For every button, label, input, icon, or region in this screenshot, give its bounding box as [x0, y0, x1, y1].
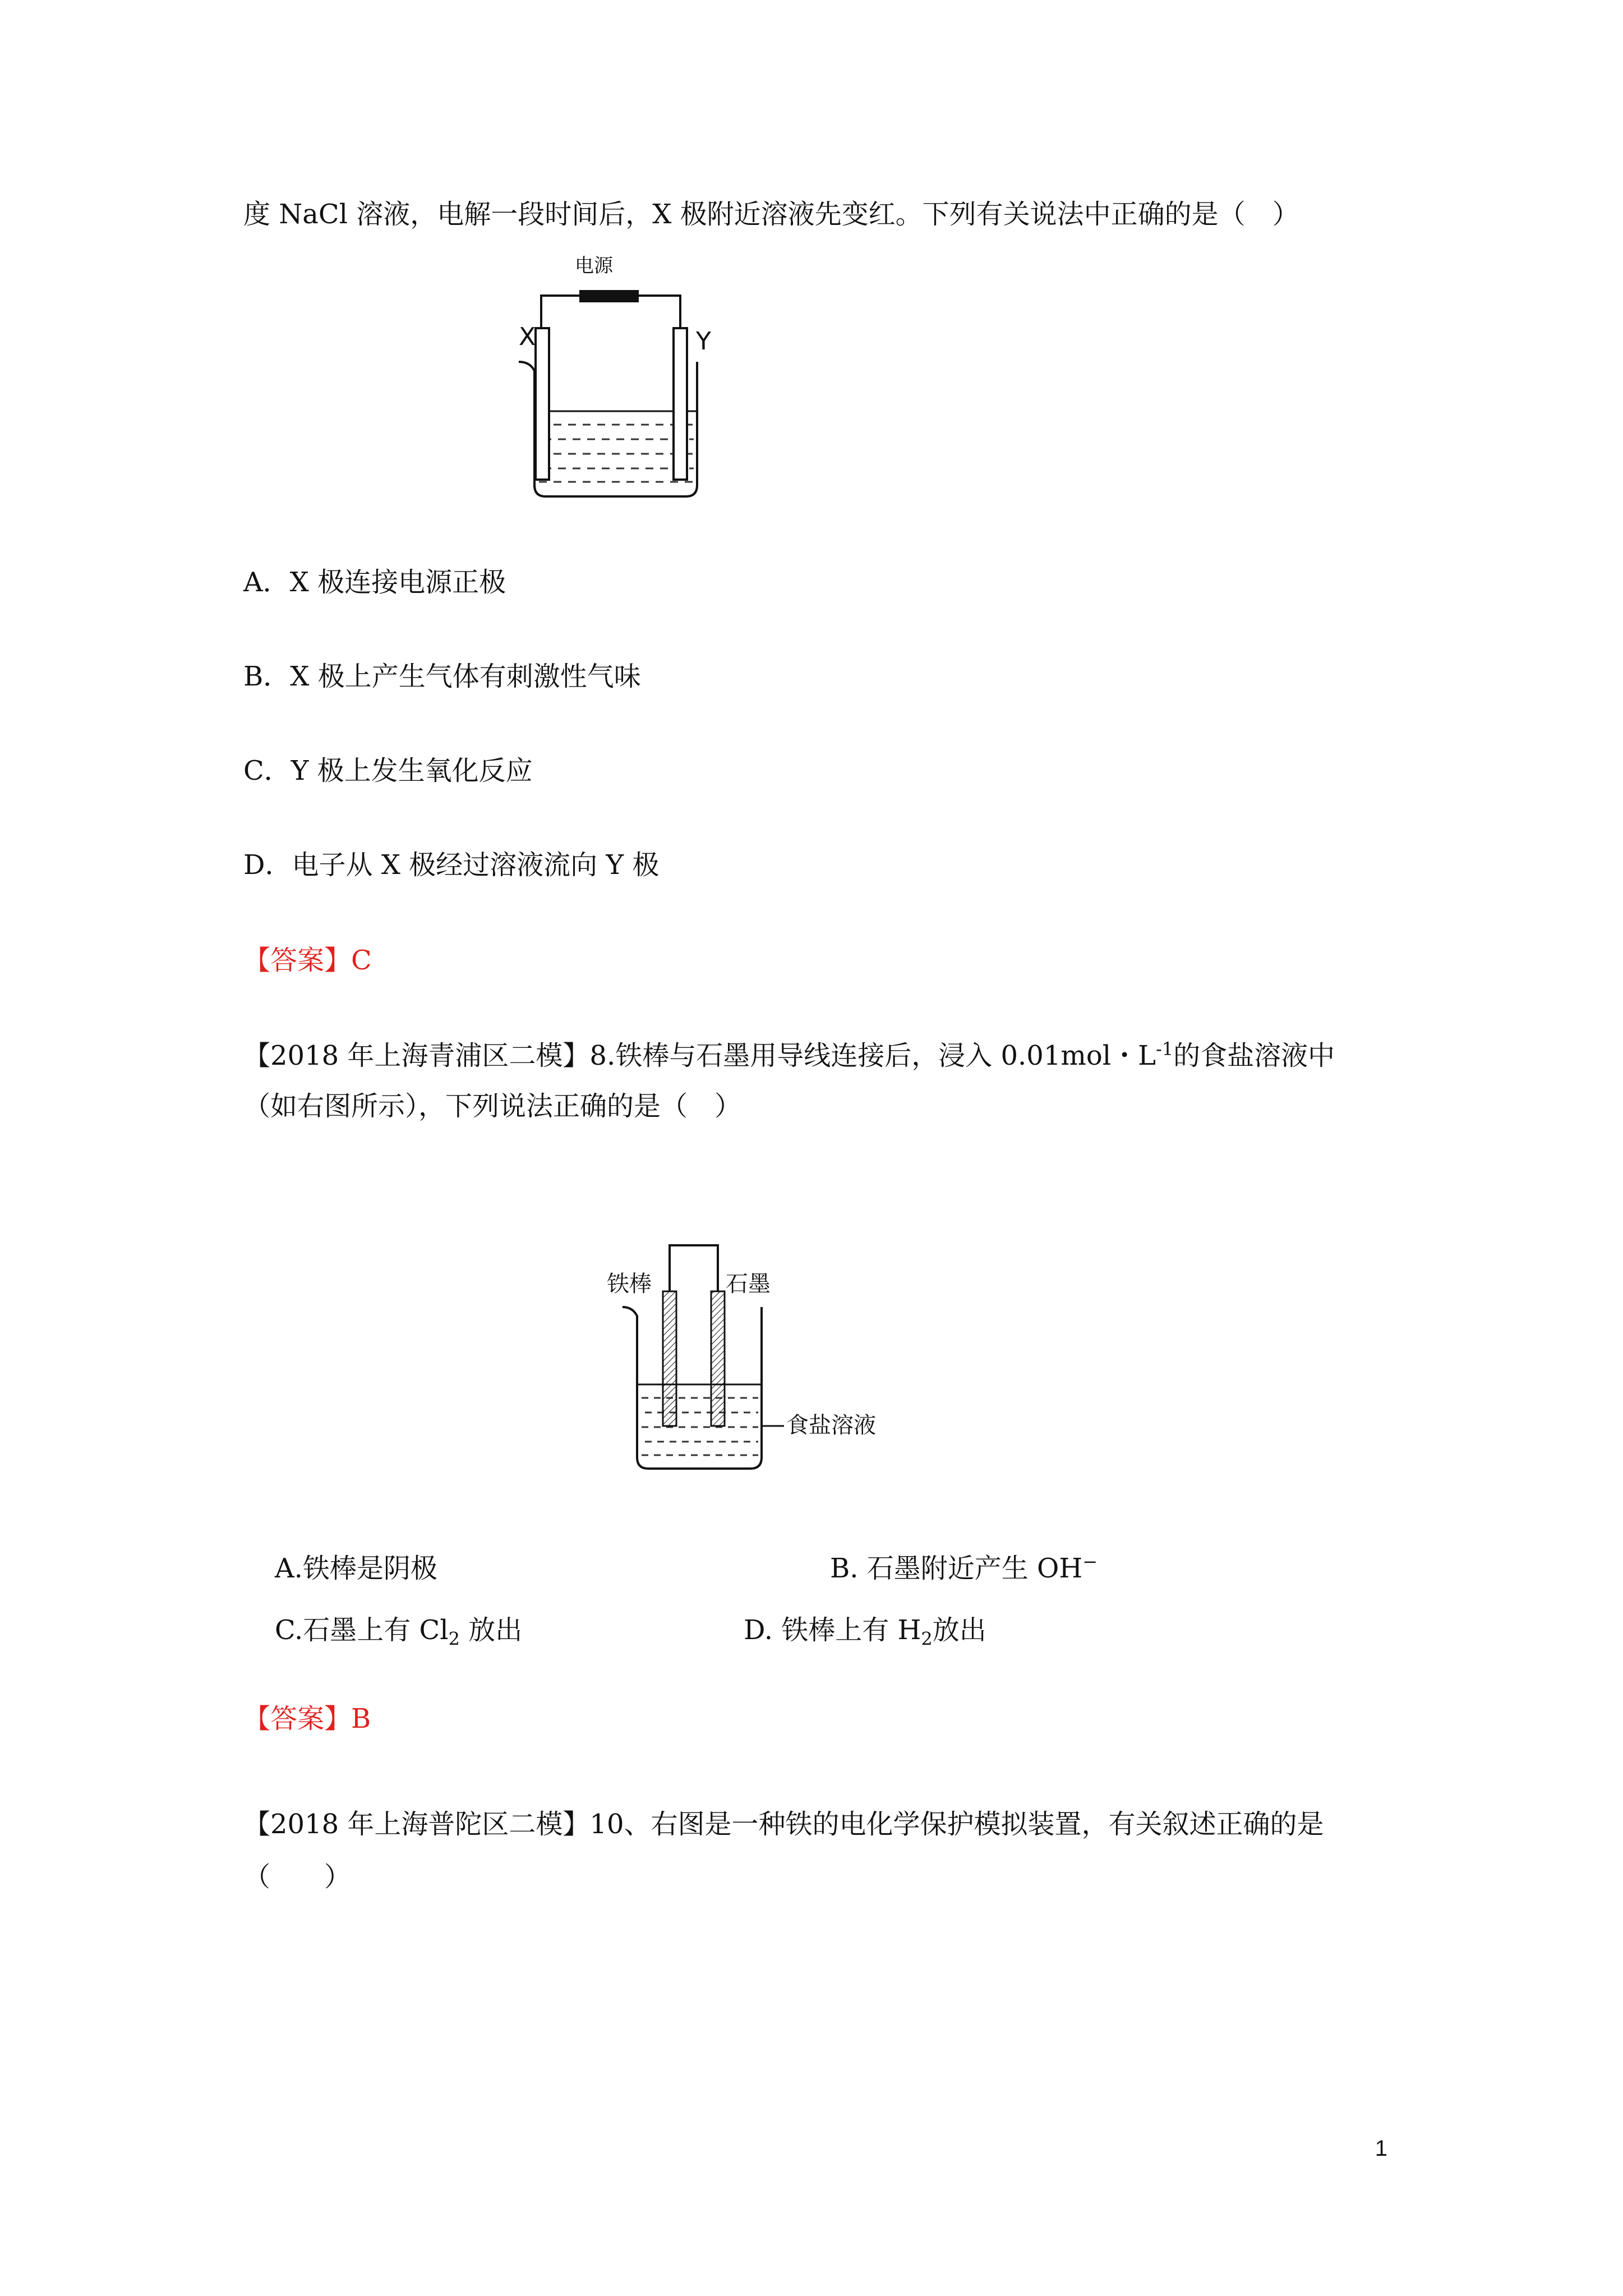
q7-option-a: A．X 极连接电源正极 — [243, 567, 506, 598]
q8-option-d-tail: 放出 — [932, 1614, 986, 1646]
q7-option-c: C．Y 极上发生氧化反应 — [243, 755, 533, 786]
q10-stem-line2: （ ） — [243, 1861, 352, 1893]
q8-option-c — [275, 1613, 523, 1650]
q10-stem-text: 10、右图是一种铁的电化学保护模拟装置，有关叙述正确的是 — [589, 1809, 1324, 1840]
salt-solution-figure — [600, 1240, 914, 1475]
iron-rod-label: 铁棒 — [607, 1271, 652, 1297]
answer-value: C — [351, 945, 372, 976]
q8-stem-line2: （如右图所示），下列说法正确的是（ ） — [243, 1091, 742, 1122]
graphite-label: 石墨 — [726, 1271, 771, 1297]
y-electrode — [674, 328, 687, 480]
answer-tag: 【答案】 — [243, 945, 352, 976]
q8-option-d — [744, 1613, 986, 1650]
iron-rod — [663, 1291, 676, 1426]
graphite-rod — [711, 1291, 725, 1426]
q8-answer — [243, 1702, 371, 1736]
q8-option-b-text: B. 石墨附近产生 OH — [830, 1553, 1083, 1584]
q8-option-c-tail: 放出 — [459, 1614, 523, 1646]
page-number: 1 — [1375, 2136, 1387, 2161]
q8-option-c-text: C.石墨上有 Cl — [275, 1614, 449, 1646]
q8-option-a: A.铁棒是阴极 — [275, 1553, 437, 1584]
electrolysis-figure — [508, 250, 743, 502]
answer-value: B — [351, 1703, 371, 1734]
q7-stem: 度 NaCl 溶液，电解一段时间后，X 极附近溶液先变红。下列有关说法中正确的是（ ） — [243, 199, 1299, 230]
q10-source: 【2018 年上海普陀区二模】 — [243, 1809, 590, 1840]
q10-stem — [243, 1807, 1324, 1841]
answer-tag: 【答案】 — [243, 1703, 352, 1734]
q8-option-c-sub: 2 — [448, 1628, 460, 1650]
q8-stem-sup: -1 — [1156, 1038, 1174, 1060]
q8-option-d-text: D. 铁棒上有 H — [744, 1614, 921, 1646]
power-source-label: 电源 — [575, 255, 613, 277]
q8-option-d-sub: 2 — [921, 1628, 933, 1650]
q7-answer — [243, 944, 372, 977]
q8-option-b-sup: − — [1082, 1551, 1098, 1572]
q8-stem-part2: 的食盐溶液中 — [1173, 1040, 1335, 1071]
q8-stem-line1 — [243, 1039, 1335, 1073]
power-source — [579, 290, 639, 302]
q7-option-d: D．电子从 X 极经过溶液流向 Y 极 — [243, 849, 660, 881]
q8-source: 【2018 年上海青浦区二模】 — [243, 1040, 590, 1071]
q7-option-b: B．X 极上产生气体有刺激性气味 — [243, 661, 641, 692]
salt-solution-label: 食盐溶液 — [786, 1412, 876, 1438]
q8-stem-part1: 8.铁棒与石墨用导线连接后，浸入 0.01mol・L — [589, 1040, 1156, 1071]
q8-option-b — [830, 1552, 1098, 1585]
x-electrode — [536, 328, 549, 480]
x-electrode-label: X — [519, 323, 536, 351]
y-electrode-label: Y — [696, 327, 711, 356]
